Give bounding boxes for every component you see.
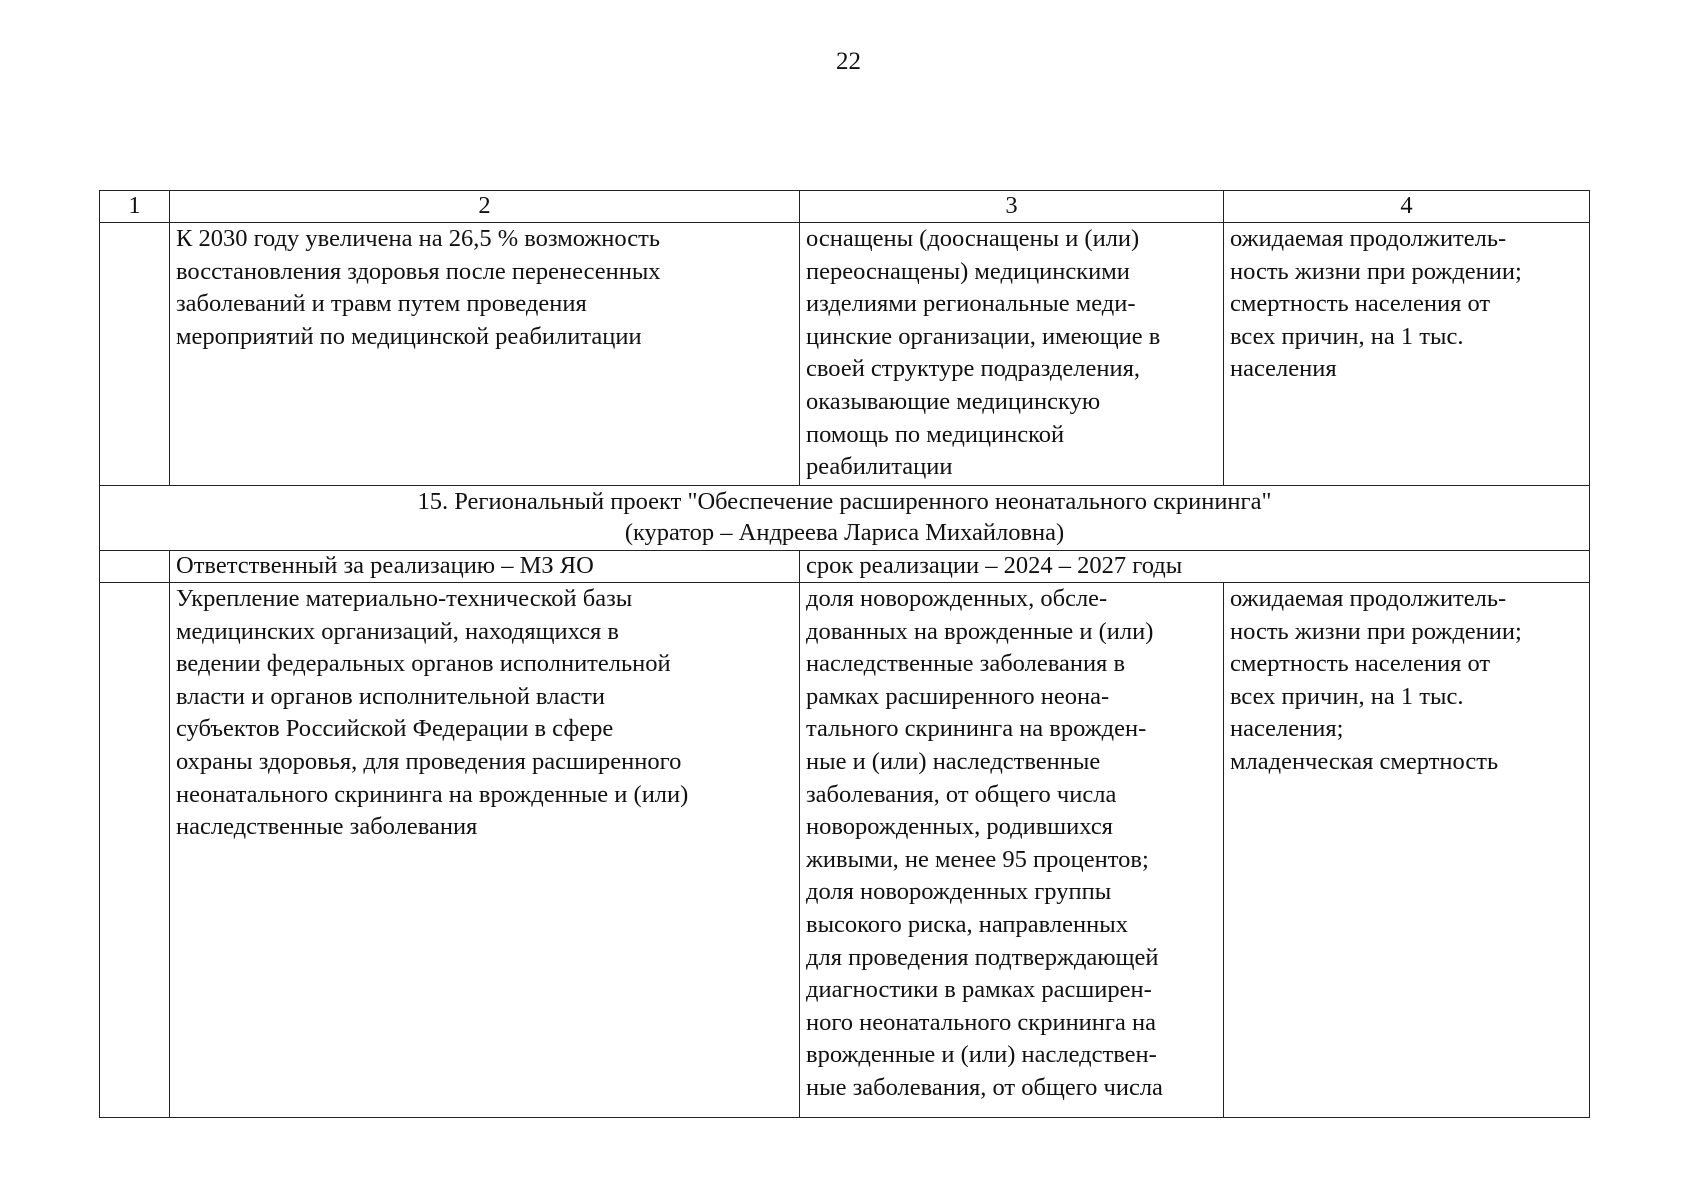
responsible-row	[100, 551, 1590, 583]
row-b-indicator-cell	[800, 583, 1224, 1118]
section-title: 15. Региональный проект "Обеспечение расширенного неонатального скрининга"	[417, 488, 1272, 515]
page-number: 22	[836, 48, 861, 75]
row-b-goal-text: Укрепление материально-технической базы медицинских организаций, находящихся в ведении федеральных органов исполнительной власти и органов исполнительной власти субъектов Российской Федерации в сфере охраны здоровья, для проведения расширенного неонатального скрининга на врожденные и (или) наследственные заболевания	[176, 585, 689, 841]
row-b-target-text: ожидаемая продолжитель- ность жизни при рождении; смертность населения от всех причин, на 1 тыс. населения; младенческая смертность	[1230, 585, 1522, 775]
section-curator: (куратор – Андреева Лариса Михайловна)	[624, 519, 1065, 546]
table-row	[100, 583, 1590, 1118]
row-b-target-cell	[1224, 583, 1590, 1118]
header-col-1: 1	[100, 191, 170, 223]
row-a-number-cell	[100, 223, 170, 486]
header-col-3: 3	[800, 191, 1224, 223]
header-col-4: 4	[1224, 191, 1590, 223]
row-a-goal-cell	[170, 223, 800, 486]
row-a-target-cell	[1224, 223, 1590, 486]
header-col-2: 2	[170, 191, 800, 223]
row-b-indicator-text: доля новорожденных, обсле- дованных на врожденные и (или) наследственные заболевания в рамках расширенного неона- тального скрининга на врожден- ные и (или) наследственные заболевания, от общего числа новорожденных, родившихся живыми, не менее 95 процентов; доля новорожденных группы высокого риска, направленных для проведения подтверждающей диагностики в рамках расширен- ного неонатального скрининга на врожденные и (или) наследствен- ные заболевания, от общего числа	[806, 585, 1163, 1101]
section-title-cell	[100, 486, 1590, 551]
document-table	[99, 190, 1590, 1118]
row-a-goal-text: К 2030 году увеличена на 26,5 % возможность восстановления здоровья после перенесенных заболеваний и травм путем проведения мероприятий по медицинской реабилитации	[176, 225, 661, 350]
row-a-indicator-cell	[800, 223, 1224, 486]
table-row	[100, 223, 1590, 486]
row-a-target-text: ожидаемая продолжитель- ность жизни при рождении; смертность населения от всех причин, на 1 тыс. населения	[1230, 225, 1522, 383]
responsible-number-cell	[100, 551, 170, 583]
deadline-cell: срок реализации – 2024 – 2027 годы	[800, 551, 1590, 583]
row-a-indicator-text: оснащены (дооснащены и (или) переоснащены) медицинскими изделиями региональные меди- цинские организации, имеющие в своей структуре подразделения, оказывающие медицинскую помощь по медицинской реабилитации	[806, 225, 1161, 481]
section-title-row	[100, 486, 1590, 551]
row-b-number-cell	[100, 583, 170, 1118]
row-b-goal-cell	[170, 583, 800, 1118]
responsible-cell: Ответственный за реализацию – МЗ ЯО	[170, 551, 800, 583]
table-header-row	[100, 191, 1590, 223]
